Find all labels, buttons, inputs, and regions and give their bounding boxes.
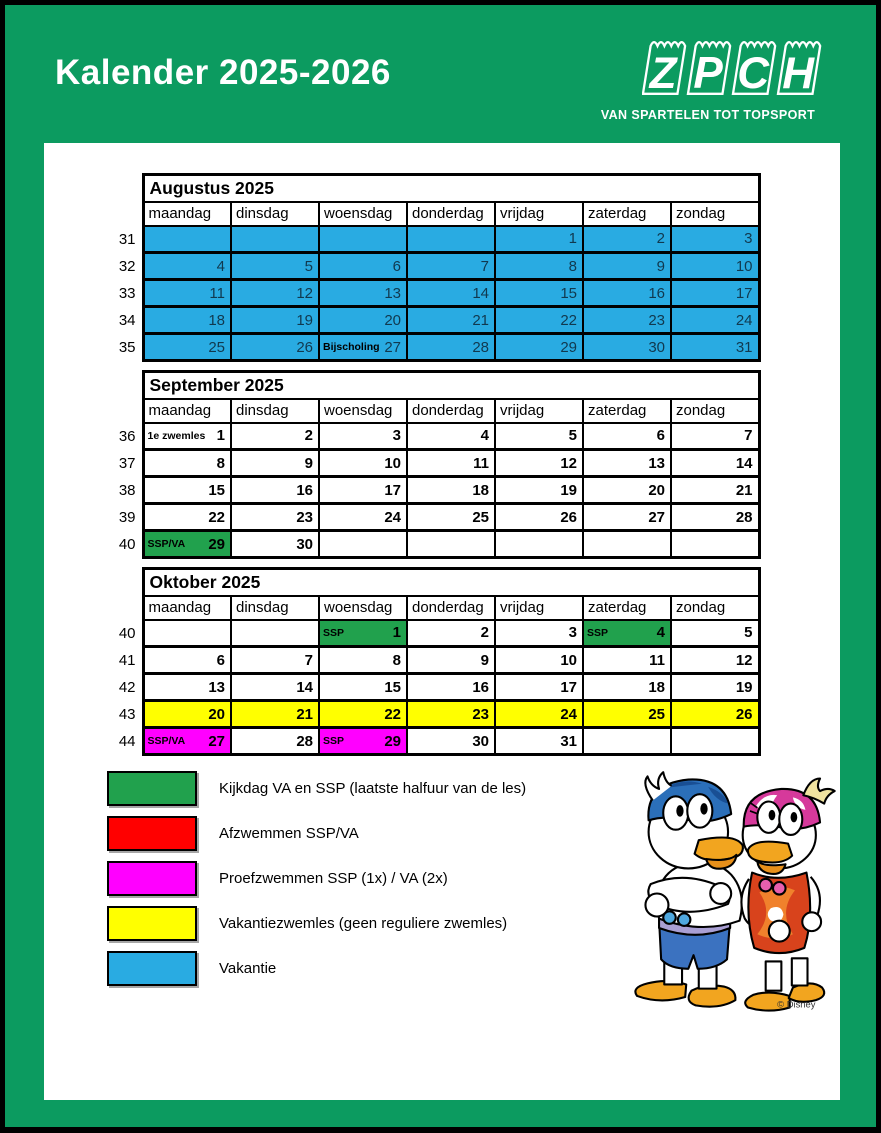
calendar-cell bbox=[671, 504, 759, 531]
logo-letter-z: Z bbox=[649, 49, 677, 99]
calendar-cell bbox=[231, 674, 319, 701]
day-number: 8 bbox=[392, 651, 401, 669]
calendar-cell bbox=[143, 477, 231, 504]
day-header: dinsdag bbox=[231, 399, 319, 423]
day-number: 2 bbox=[480, 624, 489, 642]
day-number: 5 bbox=[568, 427, 577, 445]
calendar-cell bbox=[319, 477, 407, 504]
calendar-cell bbox=[583, 647, 671, 674]
calendar-cell bbox=[319, 450, 407, 477]
calendar-cell bbox=[231, 280, 319, 307]
day-header: dinsdag bbox=[231, 596, 319, 620]
day-number: 10 bbox=[384, 454, 401, 472]
calendar-cell bbox=[495, 477, 583, 504]
calendar-cell bbox=[231, 477, 319, 504]
legend-item bbox=[107, 906, 526, 941]
day-number: 17 bbox=[384, 481, 401, 499]
calendar-cell bbox=[231, 701, 319, 728]
legend-item bbox=[107, 861, 526, 896]
calendar-cell bbox=[671, 701, 759, 728]
calendar-cell bbox=[671, 450, 759, 477]
logo-letter-p: P bbox=[693, 49, 723, 99]
day-number: 15 bbox=[560, 284, 577, 302]
calendar-cell bbox=[143, 280, 231, 307]
calendar-cell bbox=[495, 531, 583, 558]
logo-letter-h: H bbox=[782, 49, 815, 99]
calendar-cell bbox=[671, 307, 759, 334]
calendar-cell bbox=[495, 226, 583, 253]
month-oktober-2025 bbox=[105, 567, 840, 756]
day-number: 13 bbox=[384, 284, 401, 302]
day-number: 2 bbox=[656, 230, 665, 248]
calendar-cell bbox=[671, 423, 759, 450]
week-number: 33 bbox=[105, 280, 143, 307]
cell-label: SSP bbox=[587, 626, 609, 639]
calendar-cell bbox=[495, 307, 583, 334]
day-number: 18 bbox=[648, 678, 665, 696]
day-number: 13 bbox=[648, 454, 665, 472]
calendar-cell bbox=[583, 450, 671, 477]
cell-label: 1e zwemles bbox=[147, 429, 206, 442]
day-number: 19 bbox=[296, 311, 313, 329]
day-number: 17 bbox=[735, 284, 753, 302]
day-header: maandag bbox=[143, 399, 231, 423]
day-header: zaterdag bbox=[583, 399, 671, 423]
duck-left bbox=[635, 772, 743, 1006]
calendar-cell bbox=[583, 674, 671, 701]
day-number: 3 bbox=[744, 230, 753, 248]
duck-right bbox=[741, 779, 834, 1011]
day-number: 9 bbox=[656, 257, 665, 275]
calendar-cell bbox=[143, 531, 231, 558]
calendar-cell bbox=[143, 226, 231, 253]
calendar-cell bbox=[495, 674, 583, 701]
day-number: 31 bbox=[735, 338, 753, 356]
cell-label: SSP bbox=[323, 735, 345, 747]
calendar-grid bbox=[105, 567, 761, 756]
calendar-cell bbox=[583, 334, 671, 361]
day-number: 13 bbox=[208, 678, 225, 696]
cell-label: SSP/VA bbox=[147, 538, 186, 550]
day-number: 5 bbox=[744, 624, 753, 642]
day-number: 8 bbox=[568, 257, 577, 275]
day-number: 11 bbox=[209, 284, 225, 302]
day-number: 26 bbox=[296, 338, 313, 356]
day-number: 19 bbox=[735, 678, 753, 696]
day-number: 7 bbox=[304, 651, 313, 669]
day-header: vrijdag bbox=[495, 596, 583, 620]
day-number: 12 bbox=[735, 651, 753, 669]
day-number: 7 bbox=[744, 427, 753, 445]
calendar-cell bbox=[407, 620, 495, 647]
cell-label: Bijscholing bbox=[323, 341, 380, 353]
calendar-cell bbox=[319, 280, 407, 307]
week-number: 37 bbox=[105, 450, 143, 477]
calendar-cell bbox=[407, 531, 495, 558]
day-number: 15 bbox=[208, 481, 225, 499]
calendar-cell bbox=[407, 728, 495, 755]
day-number: 23 bbox=[472, 705, 489, 723]
calendar-cell bbox=[143, 620, 231, 647]
calendar-cell bbox=[583, 701, 671, 728]
day-number: 26 bbox=[560, 508, 577, 526]
day-header: donderdag bbox=[407, 399, 495, 423]
day-number: 9 bbox=[304, 454, 313, 472]
day-number: 22 bbox=[208, 508, 225, 526]
legend-swatch bbox=[107, 816, 197, 851]
calendar-cell bbox=[583, 226, 671, 253]
ducks-illustration bbox=[612, 751, 842, 1013]
calendar-cell bbox=[671, 477, 759, 504]
day-number: 27 bbox=[384, 338, 401, 356]
week-number: 39 bbox=[105, 504, 143, 531]
calendar-grid bbox=[105, 173, 761, 362]
day-header: dinsdag bbox=[231, 202, 319, 226]
day-number: 4 bbox=[480, 427, 489, 445]
day-header: woensdag bbox=[319, 202, 407, 226]
day-number: 25 bbox=[472, 508, 489, 526]
calendar-months bbox=[44, 143, 840, 756]
day-number: 27 bbox=[208, 732, 225, 750]
day-number: 9 bbox=[480, 651, 489, 669]
calendar-cell bbox=[495, 647, 583, 674]
calendar-cell bbox=[407, 253, 495, 280]
calendar-cell bbox=[143, 450, 231, 477]
day-number: 25 bbox=[648, 705, 665, 723]
day-number: 6 bbox=[392, 257, 401, 275]
day-number: 11 bbox=[649, 651, 665, 669]
day-number: 26 bbox=[735, 705, 753, 723]
day-number: 12 bbox=[296, 284, 313, 302]
calendar-cell bbox=[319, 701, 407, 728]
day-header: woensdag bbox=[319, 596, 407, 620]
calendar-cell bbox=[583, 620, 671, 647]
calendar-cell bbox=[143, 253, 231, 280]
legend-item bbox=[107, 951, 526, 986]
calendar-cell bbox=[495, 423, 583, 450]
calendar-cell bbox=[407, 504, 495, 531]
day-header: vrijdag bbox=[495, 202, 583, 226]
month-augustus-2025 bbox=[105, 173, 840, 362]
calendar-cell bbox=[671, 253, 759, 280]
calendar-cell bbox=[319, 334, 407, 361]
day-header: donderdag bbox=[407, 202, 495, 226]
legend-label: Afzwemmen SSP/VA bbox=[219, 825, 359, 842]
week-number: 31 bbox=[105, 226, 143, 253]
calendar-cell bbox=[319, 620, 407, 647]
day-number: 24 bbox=[384, 508, 401, 526]
calendar-grid bbox=[105, 370, 761, 559]
day-number: 24 bbox=[560, 705, 577, 723]
day-number: 3 bbox=[392, 427, 401, 445]
calendar-cell bbox=[671, 280, 759, 307]
week-number: 38 bbox=[105, 477, 143, 504]
week-number: 36 bbox=[105, 423, 143, 450]
day-header: woensdag bbox=[319, 399, 407, 423]
day-number: 30 bbox=[472, 732, 489, 750]
calendar-cell bbox=[407, 280, 495, 307]
day-header: zondag bbox=[671, 202, 759, 226]
day-number: 20 bbox=[648, 481, 665, 499]
legend-label: Vakantie bbox=[219, 960, 277, 977]
day-number: 4 bbox=[216, 257, 225, 275]
day-number: 3 bbox=[568, 624, 577, 642]
day-number: 7 bbox=[480, 257, 489, 275]
day-number: 22 bbox=[560, 311, 577, 329]
day-number: 16 bbox=[296, 481, 313, 499]
calendar-cell bbox=[495, 504, 583, 531]
calendar-cell bbox=[407, 647, 495, 674]
day-number: 28 bbox=[472, 338, 489, 356]
calendar-cell bbox=[495, 334, 583, 361]
day-number: 25 bbox=[208, 338, 225, 356]
legend-item bbox=[107, 816, 526, 851]
calendar-cell bbox=[319, 504, 407, 531]
week-number: 42 bbox=[105, 674, 143, 701]
day-number: 11 bbox=[473, 454, 489, 472]
calendar-cell bbox=[671, 647, 759, 674]
day-number: 4 bbox=[656, 624, 665, 642]
day-number: 10 bbox=[735, 257, 753, 275]
day-number: 8 bbox=[216, 454, 225, 472]
month-title: September 2025 bbox=[143, 372, 759, 399]
calendar-cell bbox=[671, 531, 759, 558]
legend-swatch bbox=[107, 771, 197, 806]
day-number: 10 bbox=[560, 651, 577, 669]
calendar-cell bbox=[583, 307, 671, 334]
week-number: 35 bbox=[105, 334, 143, 361]
calendar-cell bbox=[143, 504, 231, 531]
calendar-cell bbox=[495, 728, 583, 755]
day-number: 20 bbox=[384, 311, 401, 329]
calendar-cell bbox=[231, 531, 319, 558]
day-header: zondag bbox=[671, 596, 759, 620]
calendar-cell bbox=[231, 253, 319, 280]
month-september-2025 bbox=[105, 370, 840, 559]
calendar-cell bbox=[583, 504, 671, 531]
calendar-cell bbox=[319, 728, 407, 755]
day-number: 29 bbox=[384, 732, 401, 750]
day-number: 21 bbox=[472, 311, 489, 329]
day-number: 20 bbox=[208, 705, 225, 723]
calendar-cell bbox=[231, 226, 319, 253]
calendar-cell bbox=[231, 307, 319, 334]
calendar-cell bbox=[143, 647, 231, 674]
day-number: 23 bbox=[296, 508, 313, 526]
week-number: 40 bbox=[105, 620, 143, 647]
calendar-cell bbox=[407, 701, 495, 728]
legend-swatch bbox=[107, 951, 197, 986]
calendar-cell bbox=[319, 226, 407, 253]
calendar-cell bbox=[671, 620, 759, 647]
document-sheet bbox=[44, 143, 840, 1100]
month-title: Oktober 2025 bbox=[143, 569, 759, 596]
legend-swatch bbox=[107, 906, 197, 941]
day-number: 14 bbox=[296, 678, 313, 696]
legend bbox=[107, 771, 526, 996]
calendar-cell bbox=[231, 504, 319, 531]
month-title: Augustus 2025 bbox=[143, 175, 759, 202]
legend-label: Vakantiezwemles (geen reguliere zwemles) bbox=[219, 915, 508, 932]
day-number: 1 bbox=[568, 230, 577, 248]
day-number: 19 bbox=[560, 481, 577, 499]
day-number: 21 bbox=[296, 705, 313, 723]
cell-label: SSP/VA bbox=[147, 735, 186, 747]
day-number: 27 bbox=[648, 508, 665, 526]
calendar-cell bbox=[231, 334, 319, 361]
day-number: 24 bbox=[735, 311, 753, 329]
calendar-cell bbox=[407, 307, 495, 334]
day-number: 29 bbox=[208, 535, 225, 553]
calendar-cell bbox=[143, 307, 231, 334]
calendar-cell bbox=[407, 477, 495, 504]
calendar-cell bbox=[583, 253, 671, 280]
day-header: vrijdag bbox=[495, 399, 583, 423]
calendar-cell bbox=[319, 647, 407, 674]
week-number: 34 bbox=[105, 307, 143, 334]
week-number: 40 bbox=[105, 531, 143, 558]
legend-item bbox=[107, 771, 526, 806]
calendar-cell bbox=[231, 450, 319, 477]
day-number: 16 bbox=[648, 284, 665, 302]
day-number: 22 bbox=[384, 705, 401, 723]
calendar-cell bbox=[495, 450, 583, 477]
calendar-cell bbox=[143, 701, 231, 728]
calendar-cell bbox=[407, 450, 495, 477]
day-number: 30 bbox=[296, 535, 313, 553]
calendar-cell bbox=[583, 280, 671, 307]
day-number: 16 bbox=[472, 678, 489, 696]
week-number: 43 bbox=[105, 701, 143, 728]
day-header: zondag bbox=[671, 399, 759, 423]
day-number: 23 bbox=[648, 311, 665, 329]
calendar-cell bbox=[319, 531, 407, 558]
calendar-cell bbox=[319, 253, 407, 280]
logo-letter-c: C bbox=[737, 49, 770, 99]
green-frame bbox=[5, 5, 876, 1127]
day-number: 2 bbox=[304, 427, 313, 445]
calendar-cell bbox=[231, 728, 319, 755]
calendar-cell bbox=[495, 620, 583, 647]
day-number: 6 bbox=[216, 651, 225, 669]
calendar-cell bbox=[407, 674, 495, 701]
legend-swatch bbox=[107, 861, 197, 896]
day-number: 1 bbox=[392, 624, 401, 642]
day-number: 14 bbox=[472, 284, 489, 302]
day-number: 5 bbox=[304, 257, 313, 275]
calendar-cell bbox=[583, 477, 671, 504]
day-number: 12 bbox=[560, 454, 577, 472]
day-number: 28 bbox=[296, 732, 313, 750]
day-number: 18 bbox=[472, 481, 489, 499]
calendar-cell bbox=[671, 674, 759, 701]
calendar-cell bbox=[319, 423, 407, 450]
day-number: 21 bbox=[735, 481, 753, 499]
disney-credit: © Disney bbox=[777, 998, 816, 1010]
day-number: 15 bbox=[384, 678, 401, 696]
logo-tagline: VAN SPARTELEN TOT TOPSPORT bbox=[600, 108, 816, 122]
day-header: donderdag bbox=[407, 596, 495, 620]
week-number: 44 bbox=[105, 728, 143, 755]
calendar-cell bbox=[143, 674, 231, 701]
week-number: 41 bbox=[105, 647, 143, 674]
zpch-logo-icon bbox=[642, 33, 824, 101]
calendar-cell bbox=[407, 423, 495, 450]
calendar-cell bbox=[143, 423, 231, 450]
calendar-cell bbox=[407, 334, 495, 361]
day-number: 6 bbox=[656, 427, 665, 445]
legend-label: Kijkdag VA en SSP (laatste halfuur van de les) bbox=[219, 780, 527, 797]
day-header: maandag bbox=[143, 596, 231, 620]
calendar-cell bbox=[671, 334, 759, 361]
zpch-logo bbox=[592, 33, 824, 122]
calendar-cell bbox=[583, 423, 671, 450]
calendar-cell bbox=[231, 647, 319, 674]
calendar-cell bbox=[231, 423, 319, 450]
calendar-cell bbox=[231, 620, 319, 647]
day-number: 30 bbox=[648, 338, 665, 356]
page-title: Kalender 2025-2026 bbox=[55, 53, 391, 92]
calendar-cell bbox=[583, 531, 671, 558]
day-header: zaterdag bbox=[583, 202, 671, 226]
day-number: 31 bbox=[560, 732, 577, 750]
day-header: zaterdag bbox=[583, 596, 671, 620]
day-number: 18 bbox=[208, 311, 225, 329]
calendar-cell bbox=[495, 280, 583, 307]
day-number: 28 bbox=[735, 508, 753, 526]
week-number: 32 bbox=[105, 253, 143, 280]
calendar-cell bbox=[495, 701, 583, 728]
legend-label: Proefzwemmen SSP (1x) / VA (2x) bbox=[219, 870, 448, 887]
calendar-cell bbox=[671, 226, 759, 253]
day-number: 14 bbox=[735, 454, 753, 472]
calendar-cell bbox=[143, 334, 231, 361]
calendar-cell bbox=[319, 307, 407, 334]
calendar-cell bbox=[143, 728, 231, 755]
day-header: maandag bbox=[143, 202, 231, 226]
cell-label: SSP bbox=[323, 626, 345, 639]
day-number: 1 bbox=[216, 427, 225, 445]
day-number: 29 bbox=[560, 338, 577, 356]
calendar-cell bbox=[495, 253, 583, 280]
calendar-cell bbox=[319, 674, 407, 701]
day-number: 17 bbox=[560, 678, 577, 696]
calendar-cell bbox=[407, 226, 495, 253]
